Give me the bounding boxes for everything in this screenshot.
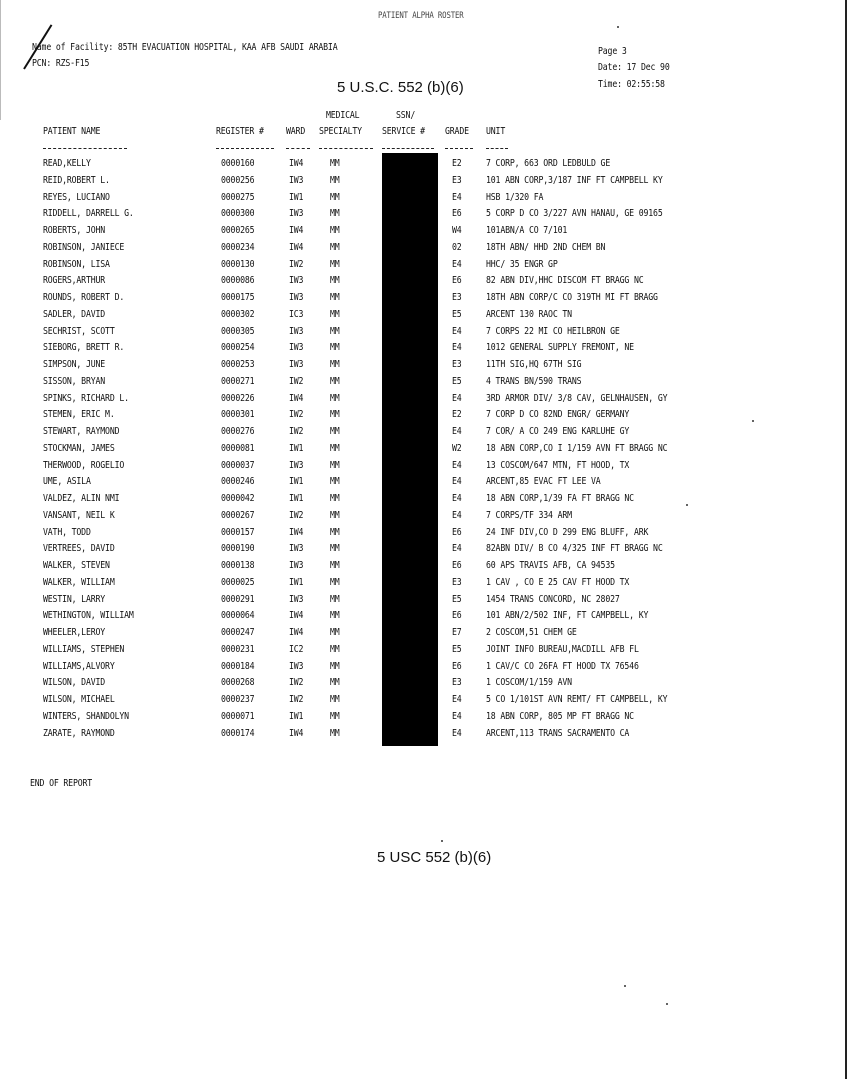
patient-name: SIEBORG, BRETT R. xyxy=(43,342,125,354)
register-number: 0000300 xyxy=(221,208,255,220)
ward: IW3 xyxy=(289,325,304,337)
patient-name: SIMPSON, JUNE xyxy=(43,359,106,370)
register-number: 0000234 xyxy=(221,241,255,253)
medical-specialty: MM xyxy=(330,375,340,387)
unit: 101 ABN CORP,3/187 INF FT CAMPBELL KY xyxy=(486,174,663,186)
unit: 7 CORP, 663 ORD LEDBULD GE xyxy=(486,158,611,169)
register-number: 0000275 xyxy=(221,191,255,203)
exemption-stamp-top: 5 U.S.C. 552 (b)(6) xyxy=(337,79,464,96)
patient-name: ROUNDS, ROBERT D. xyxy=(43,292,125,303)
grade: E4 xyxy=(452,258,462,270)
register-number: 0000271 xyxy=(221,375,255,387)
register-number: 0000226 xyxy=(221,392,255,404)
scan-speck xyxy=(752,420,754,422)
unit: 5 CORP D CO 3/227 AVN HANAU, GE 09165 xyxy=(486,208,663,220)
col-header-specialty-top: MEDICAL xyxy=(326,110,360,121)
header-underline xyxy=(445,148,473,149)
ward: IW3 xyxy=(289,543,304,555)
unit: 1454 TRANS CONCORD, NC 28027 xyxy=(486,593,620,605)
unit: 11TH SIG,HQ 67TH SIG xyxy=(486,359,582,370)
ward: IW1 xyxy=(289,476,304,488)
unit: 13 COSCOM/647 MTN, FT HOOD, TX xyxy=(486,459,630,471)
medical-specialty: MM xyxy=(330,660,340,672)
patient-name: SISSON, BRYAN xyxy=(43,375,106,387)
ssn-redaction-block xyxy=(382,153,438,746)
patient-name: WILSON, DAVID xyxy=(43,677,106,689)
col-header-specialty: SPECIALTY xyxy=(319,126,362,137)
unit: ARCENT,85 EVAC FT LEE VA xyxy=(486,476,601,488)
ward: IW1 xyxy=(289,493,304,504)
patient-name: READ,KELLY xyxy=(43,158,91,169)
unit: 60 APS TRAVIS AFB, CA 94535 xyxy=(486,560,615,571)
grade: E3 xyxy=(452,174,462,186)
medical-specialty: MM xyxy=(330,509,340,521)
scan-speck xyxy=(686,504,688,506)
grade: E4 xyxy=(452,493,462,504)
grade: E4 xyxy=(452,727,462,739)
grade: E4 xyxy=(452,694,462,705)
medical-specialty: MM xyxy=(330,727,340,739)
register-number: 0000160 xyxy=(221,158,255,169)
header-underline xyxy=(216,148,274,149)
medical-specialty: MM xyxy=(330,241,340,253)
grade: E2 xyxy=(452,409,462,421)
ward: IW1 xyxy=(289,442,304,454)
register-number: 0000042 xyxy=(221,493,255,504)
ward: IW4 xyxy=(289,526,304,538)
ward: IW3 xyxy=(289,342,304,354)
register-number: 0000071 xyxy=(221,710,255,722)
grade: E4 xyxy=(452,325,462,337)
unit: 18 ABN CORP,1/39 FA FT BRAGG NC xyxy=(486,493,634,504)
medical-specialty: MM xyxy=(330,627,340,638)
medical-specialty: MM xyxy=(330,258,340,270)
register-number: 0000254 xyxy=(221,342,255,354)
ward: IW3 xyxy=(289,459,304,471)
patient-name: WALKER, WILLIAM xyxy=(43,576,115,588)
ward: IC2 xyxy=(289,643,304,655)
col-header-register: REGISTER # xyxy=(216,126,264,137)
grade: E5 xyxy=(452,308,462,320)
medical-specialty: MM xyxy=(330,158,340,169)
patient-name: SADLER, DAVID xyxy=(43,308,106,320)
grade: 02 xyxy=(452,241,462,253)
ward: IW4 xyxy=(289,241,304,253)
grade: E5 xyxy=(452,375,462,387)
patient-name: THERWOOD, ROGELIO xyxy=(43,459,125,471)
grade: E2 xyxy=(452,158,462,169)
medical-specialty: MM xyxy=(330,677,340,689)
register-number: 0000086 xyxy=(221,275,255,287)
medical-specialty: MM xyxy=(330,442,340,454)
ward: IW4 xyxy=(289,610,304,622)
register-number: 0000130 xyxy=(221,258,255,270)
unit: 7 CORPS/TF 334 ARM xyxy=(486,509,572,521)
medical-specialty: MM xyxy=(330,643,340,655)
patient-name: STEWART, RAYMOND xyxy=(43,426,120,437)
medical-specialty: MM xyxy=(330,526,340,538)
scan-speck xyxy=(441,840,443,842)
scan-speck xyxy=(624,985,626,987)
patient-name: WALKER, STEVEN xyxy=(43,560,110,571)
ward: IW1 xyxy=(289,710,304,722)
header-underline xyxy=(486,148,508,149)
unit: 18 ABN CORP,CO I 1/159 AVN FT BRAGG NC xyxy=(486,442,668,454)
medical-specialty: MM xyxy=(330,493,340,504)
medical-specialty: MM xyxy=(330,593,340,605)
col-header-grade: GRADE xyxy=(445,126,469,137)
ward: IW4 xyxy=(289,158,304,169)
grade: E6 xyxy=(452,610,462,622)
register-number: 0000253 xyxy=(221,359,255,370)
exemption-stamp-bottom: 5 USC 552 (b)(6) xyxy=(377,849,492,866)
medical-specialty: MM xyxy=(330,392,340,404)
header-underline xyxy=(43,148,127,149)
register-number: 0000247 xyxy=(221,627,255,638)
medical-specialty: MM xyxy=(330,560,340,571)
report-time: Time: 02:55:58 xyxy=(598,79,665,90)
grade: E6 xyxy=(452,208,462,220)
patient-name: VANSANT, NEIL K xyxy=(43,509,115,521)
ward: IW2 xyxy=(289,426,304,437)
unit: HHC/ 35 ENGR GP xyxy=(486,258,558,270)
medical-specialty: MM xyxy=(330,308,340,320)
ward: IW2 xyxy=(289,409,304,421)
grade: W4 xyxy=(452,225,462,236)
patient-name: VALDEZ, ALIN NMI xyxy=(43,493,120,504)
grade: E4 xyxy=(452,509,462,521)
grade: E3 xyxy=(452,359,462,370)
patient-name: ROGERS,ARTHUR xyxy=(43,275,106,287)
grade: E6 xyxy=(452,275,462,287)
patient-name: RIDDELL, DARRELL G. xyxy=(43,208,134,220)
medical-specialty: MM xyxy=(330,476,340,488)
register-number: 0000301 xyxy=(221,409,255,421)
report-date: Date: 17 Dec 90 xyxy=(598,62,670,73)
unit: 24 INF DIV,CO D 299 ENG BLUFF, ARK xyxy=(486,526,649,538)
unit: 101ABN/A CO 7/101 xyxy=(486,225,568,236)
register-number: 0000190 xyxy=(221,543,255,555)
register-number: 0000174 xyxy=(221,727,255,739)
register-number: 0000291 xyxy=(221,593,255,605)
ward: IW3 xyxy=(289,660,304,672)
grade: E6 xyxy=(452,660,462,672)
patient-name: WINTERS, SHANDOLYN xyxy=(43,710,129,722)
ward: IW3 xyxy=(289,174,304,186)
patient-name: STOCKMAN, JAMES xyxy=(43,442,115,454)
header-underline xyxy=(319,148,373,149)
register-number: 0000184 xyxy=(221,660,255,672)
patient-name: ROBERTS, JOHN xyxy=(43,225,106,236)
unit: ARCENT,113 TRANS SACRAMENTO CA xyxy=(486,727,630,739)
unit: JOINT INFO BUREAU,MACDILL AFB FL xyxy=(486,643,639,655)
unit: 18TH ABN CORP/C CO 319TH MI FT BRAGG xyxy=(486,292,658,303)
unit: 1 COSCOM/1/159 AVN xyxy=(486,677,572,689)
grade: E4 xyxy=(452,543,462,555)
grade: E3 xyxy=(452,677,462,689)
patient-name: ZARATE, RAYMOND xyxy=(43,727,115,739)
report-title: PATIENT ALPHA ROSTER xyxy=(378,11,464,21)
patient-name: REYES, LUCIANO xyxy=(43,191,110,203)
header-underline xyxy=(286,148,310,149)
register-number: 0000305 xyxy=(221,325,255,337)
end-of-report: END OF REPORT xyxy=(30,778,93,789)
grade: E4 xyxy=(452,710,462,722)
ward: IC3 xyxy=(289,308,304,320)
unit: 1 CAV/C CO 26FA FT HOOD TX 76546 xyxy=(486,660,639,672)
patient-name: STEMEN, ERIC M. xyxy=(43,409,115,421)
ward: IW3 xyxy=(289,292,304,303)
ward: IW2 xyxy=(289,375,304,387)
grade: E4 xyxy=(452,342,462,354)
medical-specialty: MM xyxy=(330,342,340,354)
grade: E6 xyxy=(452,526,462,538)
medical-specialty: MM xyxy=(330,576,340,588)
register-number: 0000064 xyxy=(221,610,255,622)
grade: E3 xyxy=(452,292,462,303)
patient-name: WILLIAMS, STEPHEN xyxy=(43,643,125,655)
scan-edge-marks xyxy=(0,0,1,120)
pcn-line: PCN: RZS-F15 xyxy=(32,58,90,69)
register-number: 0000081 xyxy=(221,442,255,454)
unit: 18 ABN CORP, 805 MP FT BRAGG NC xyxy=(486,710,634,722)
register-number: 0000025 xyxy=(221,576,255,588)
unit: 2 COSCOM,51 CHEM GE xyxy=(486,627,577,638)
unit: 18TH ABN/ HHD 2ND CHEM BN xyxy=(486,241,606,253)
ward: IW3 xyxy=(289,593,304,605)
unit: 82ABN DIV/ B CO 4/325 INF FT BRAGG NC xyxy=(486,543,663,555)
unit: 5 CO 1/101ST AVN REMT/ FT CAMPBELL, KY xyxy=(486,694,668,705)
facility-line: Name of Facility: 85TH EVACUATION HOSPITAL, KAA AFB SAUDI ARABIA xyxy=(32,42,338,53)
ward: IW4 xyxy=(289,392,304,404)
unit: 82 ABN DIV,HHC DISCOM FT BRAGG NC xyxy=(486,275,644,287)
patient-name: WILLIAMS,ALVORY xyxy=(43,660,115,672)
ward: IW2 xyxy=(289,694,304,705)
medical-specialty: MM xyxy=(330,292,340,303)
patient-name: WHEELER,LEROY xyxy=(43,627,106,638)
patient-name: WESTIN, LARRY xyxy=(43,593,106,605)
page-number: Page 3 xyxy=(598,46,627,57)
unit: ARCENT 130 RAOC TN xyxy=(486,308,572,320)
unit: 1012 GENERAL SUPPLY FREMONT, NE xyxy=(486,342,634,354)
register-number: 0000237 xyxy=(221,694,255,705)
register-number: 0000138 xyxy=(221,560,255,571)
grade: E3 xyxy=(452,576,462,588)
patient-name: VATH, TODD xyxy=(43,526,91,538)
unit: HSB 1/320 FA xyxy=(486,191,544,203)
patient-name: SPINKS, RICHARD L. xyxy=(43,392,129,404)
medical-specialty: MM xyxy=(330,275,340,287)
scan-speck xyxy=(666,1003,668,1005)
ward: IW4 xyxy=(289,727,304,739)
grade: E4 xyxy=(452,426,462,437)
medical-specialty: MM xyxy=(330,208,340,220)
register-number: 0000231 xyxy=(221,643,255,655)
patient-name: WILSON, MICHAEL xyxy=(43,694,115,705)
unit: 1 CAV , CO E 25 CAV FT HOOD TX xyxy=(486,576,630,588)
ward: IW4 xyxy=(289,627,304,638)
register-number: 0000157 xyxy=(221,526,255,538)
register-number: 0000267 xyxy=(221,509,255,521)
medical-specialty: MM xyxy=(330,694,340,705)
ward: IW3 xyxy=(289,359,304,370)
ward: IW3 xyxy=(289,275,304,287)
col-header-ssn: SERVICE # xyxy=(382,126,425,137)
grade: E4 xyxy=(452,392,462,404)
medical-specialty: MM xyxy=(330,325,340,337)
ward: IW3 xyxy=(289,208,304,220)
grade: W2 xyxy=(452,442,462,454)
medical-specialty: MM xyxy=(330,191,340,203)
patient-name: REID,ROBERT L. xyxy=(43,174,110,186)
register-number: 0000256 xyxy=(221,174,255,186)
medical-specialty: MM xyxy=(330,225,340,236)
register-number: 0000265 xyxy=(221,225,255,236)
grade: E5 xyxy=(452,643,462,655)
register-number: 0000037 xyxy=(221,459,255,471)
unit: 7 COR/ A CO 249 ENG KARLUHE GY xyxy=(486,426,630,437)
grade: E7 xyxy=(452,627,462,638)
register-number: 0000276 xyxy=(221,426,255,437)
ward: IW3 xyxy=(289,560,304,571)
patient-name: ROBINSON, LISA xyxy=(43,258,110,270)
medical-specialty: MM xyxy=(330,174,340,186)
medical-specialty: MM xyxy=(330,710,340,722)
ward: IW1 xyxy=(289,576,304,588)
medical-specialty: MM xyxy=(330,359,340,370)
register-number: 0000175 xyxy=(221,292,255,303)
ward: IW1 xyxy=(289,191,304,203)
grade: E5 xyxy=(452,593,462,605)
col-header-unit: UNIT xyxy=(486,126,506,137)
scan-speck xyxy=(617,26,619,28)
unit: 7 CORPS 22 MI CO HEILBRON GE xyxy=(486,325,620,337)
ward: IW2 xyxy=(289,677,304,689)
grade: E4 xyxy=(452,459,462,471)
medical-specialty: MM xyxy=(330,459,340,471)
grade: E6 xyxy=(452,560,462,571)
unit: 101 ABN/2/502 INF, FT CAMPBELL, KY xyxy=(486,610,649,622)
register-number: 0000302 xyxy=(221,308,255,320)
grade: E4 xyxy=(452,191,462,203)
grade: E4 xyxy=(452,476,462,488)
col-header-ward: WARD xyxy=(286,126,306,137)
medical-specialty: MM xyxy=(330,610,340,622)
medical-specialty: MM xyxy=(330,409,340,421)
patient-name: SECHRIST, SCOTT xyxy=(43,325,115,337)
register-number: 0000268 xyxy=(221,677,255,689)
ward: IW2 xyxy=(289,509,304,521)
patient-name: ROBINSON, JANIECE xyxy=(43,241,125,253)
patient-name: WETHINGTON, WILLIAM xyxy=(43,610,134,622)
header-underline xyxy=(382,148,434,149)
col-header-name: PATIENT NAME xyxy=(43,126,101,137)
col-header-ssn-top: SSN/ xyxy=(396,110,416,121)
medical-specialty: MM xyxy=(330,426,340,437)
ward: IW4 xyxy=(289,225,304,236)
register-number: 0000246 xyxy=(221,476,255,488)
unit: 4 TRANS BN/590 TRANS xyxy=(486,375,582,387)
medical-specialty: MM xyxy=(330,543,340,555)
patient-name: UME, ASILA xyxy=(43,476,91,488)
patient-name: VERTREES, DAVID xyxy=(43,543,115,555)
ward: IW2 xyxy=(289,258,304,270)
unit: 3RD ARMOR DIV/ 3/8 CAV, GELNHAUSEN, GY xyxy=(486,392,668,404)
unit: 7 CORP D CO 82ND ENGR/ GERMANY xyxy=(486,409,630,421)
